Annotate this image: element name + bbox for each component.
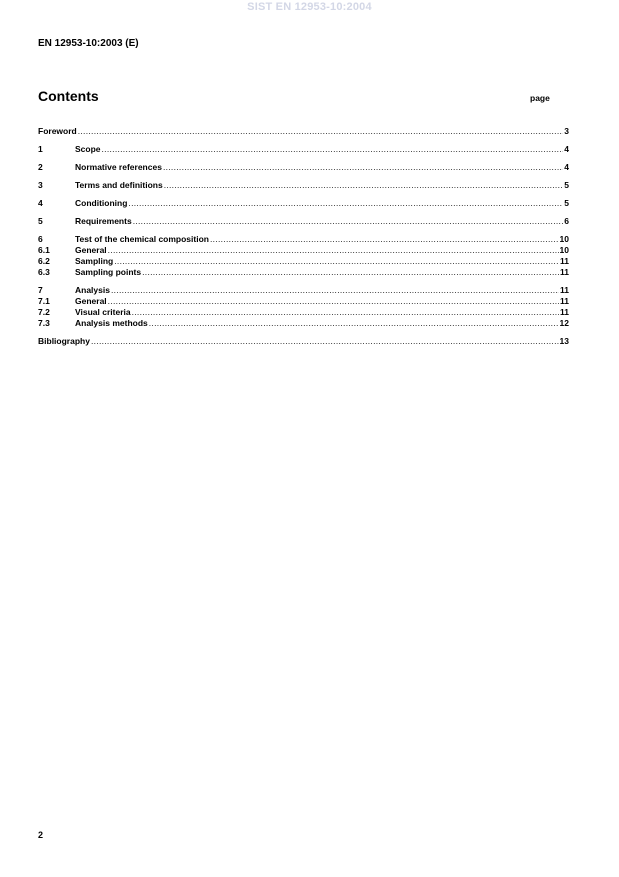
toc-entry-title: Terms and definitions bbox=[75, 180, 163, 190]
toc-entry-number: 7 bbox=[38, 285, 43, 295]
toc-entry-page: 11 bbox=[560, 307, 569, 317]
toc-entry-6-3-sampling-points[interactable] bbox=[38, 267, 569, 278]
toc-entry-title: Test of the chemical composition bbox=[75, 234, 209, 244]
toc-entry-title: General bbox=[75, 245, 107, 255]
toc-entry-number: 3 bbox=[38, 180, 43, 190]
toc-entry-title: Foreword bbox=[38, 126, 77, 136]
contents-heading: Contents bbox=[38, 88, 99, 104]
toc-entry-title: Analysis methods bbox=[75, 318, 148, 328]
toc-entry-page: 11 bbox=[560, 256, 569, 266]
toc-dot-leader bbox=[111, 285, 559, 296]
toc-entry-terms-and-definitions[interactable] bbox=[38, 180, 569, 191]
toc-entry-number: 4 bbox=[38, 198, 43, 208]
toc-dot-leader bbox=[149, 318, 559, 329]
toc-dot-leader bbox=[91, 336, 559, 347]
toc-entry-test-of-chemical-composition[interactable] bbox=[38, 234, 569, 245]
toc-entry-page: 6 bbox=[564, 216, 569, 226]
toc-entry-title: Visual criteria bbox=[75, 307, 131, 317]
toc-entry-conditioning[interactable] bbox=[38, 198, 569, 209]
toc-entry-number: 6.2 bbox=[38, 256, 50, 266]
toc-entry-6-2-sampling[interactable] bbox=[38, 256, 569, 267]
page-column-label: page bbox=[530, 93, 550, 103]
toc-dot-leader bbox=[102, 144, 564, 155]
table-of-contents bbox=[38, 126, 569, 347]
toc-dot-leader bbox=[114, 256, 559, 267]
toc-entry-analysis[interactable] bbox=[38, 285, 569, 296]
document-id-header: EN 12953-10:2003 (E) bbox=[38, 38, 139, 49]
toc-entry-7-1-general[interactable] bbox=[38, 296, 569, 307]
toc-entry-title: Bibliography bbox=[38, 336, 90, 346]
toc-dot-leader bbox=[132, 307, 559, 318]
toc-dot-leader bbox=[210, 234, 559, 245]
toc-entry-number: 7.1 bbox=[38, 296, 50, 306]
toc-entry-number: 1 bbox=[38, 144, 43, 154]
toc-dot-leader bbox=[108, 245, 559, 256]
toc-entry-page: 11 bbox=[560, 285, 569, 295]
toc-entry-title: Sampling bbox=[75, 256, 114, 266]
toc-entry-title: General bbox=[75, 296, 107, 306]
toc-entry-7-2-visual-criteria[interactable] bbox=[38, 307, 569, 318]
toc-entry-title: Scope bbox=[75, 144, 101, 154]
toc-entry-page: 11 bbox=[560, 296, 569, 306]
toc-entry-foreword[interactable] bbox=[38, 126, 569, 137]
toc-entry-number: 7.2 bbox=[38, 307, 50, 317]
toc-dot-leader bbox=[108, 296, 559, 307]
toc-entry-7-3-analysis-methods[interactable] bbox=[38, 318, 569, 329]
watermark-text: SIST EN 12953-10:2004 bbox=[247, 1, 372, 13]
toc-entry-page: 11 bbox=[560, 267, 569, 277]
toc-entry-title: Normative references bbox=[75, 162, 162, 172]
toc-entry-page: 4 bbox=[564, 162, 569, 172]
toc-dot-leader bbox=[163, 162, 563, 173]
toc-entry-page: 5 bbox=[564, 180, 569, 190]
toc-entry-title: Analysis bbox=[75, 285, 110, 295]
toc-entry-6-1-general[interactable] bbox=[38, 245, 569, 256]
toc-entry-title: Sampling points bbox=[75, 267, 142, 277]
toc-entry-requirements[interactable] bbox=[38, 216, 569, 227]
toc-entry-number: 5 bbox=[38, 216, 43, 226]
page-number: 2 bbox=[38, 830, 44, 840]
toc-entry-page: 13 bbox=[559, 336, 569, 346]
toc-entry-bibliography[interactable] bbox=[38, 336, 569, 347]
toc-entry-page: 10 bbox=[559, 234, 569, 244]
toc-entry-page: 10 bbox=[559, 245, 569, 255]
toc-entry-number: 7.3 bbox=[38, 318, 50, 328]
toc-dot-leader bbox=[128, 198, 563, 209]
toc-entry-number: 6.3 bbox=[38, 267, 50, 277]
toc-entry-normative-references[interactable] bbox=[38, 162, 569, 173]
toc-entry-page: 3 bbox=[564, 126, 569, 136]
toc-dot-leader bbox=[164, 180, 564, 191]
toc-entry-title: Conditioning bbox=[75, 198, 128, 208]
toc-entry-page: 5 bbox=[564, 198, 569, 208]
toc-dot-leader bbox=[133, 216, 564, 227]
toc-dot-leader bbox=[142, 267, 559, 278]
toc-entry-number: 6.1 bbox=[38, 245, 50, 255]
toc-entry-title: Requirements bbox=[75, 216, 132, 226]
toc-entry-number: 2 bbox=[38, 162, 43, 172]
toc-entry-number: 6 bbox=[38, 234, 43, 244]
toc-dot-leader bbox=[78, 126, 564, 137]
toc-entry-page: 12 bbox=[559, 318, 569, 328]
toc-entry-page: 4 bbox=[564, 144, 569, 154]
toc-entry-scope[interactable] bbox=[38, 144, 569, 155]
